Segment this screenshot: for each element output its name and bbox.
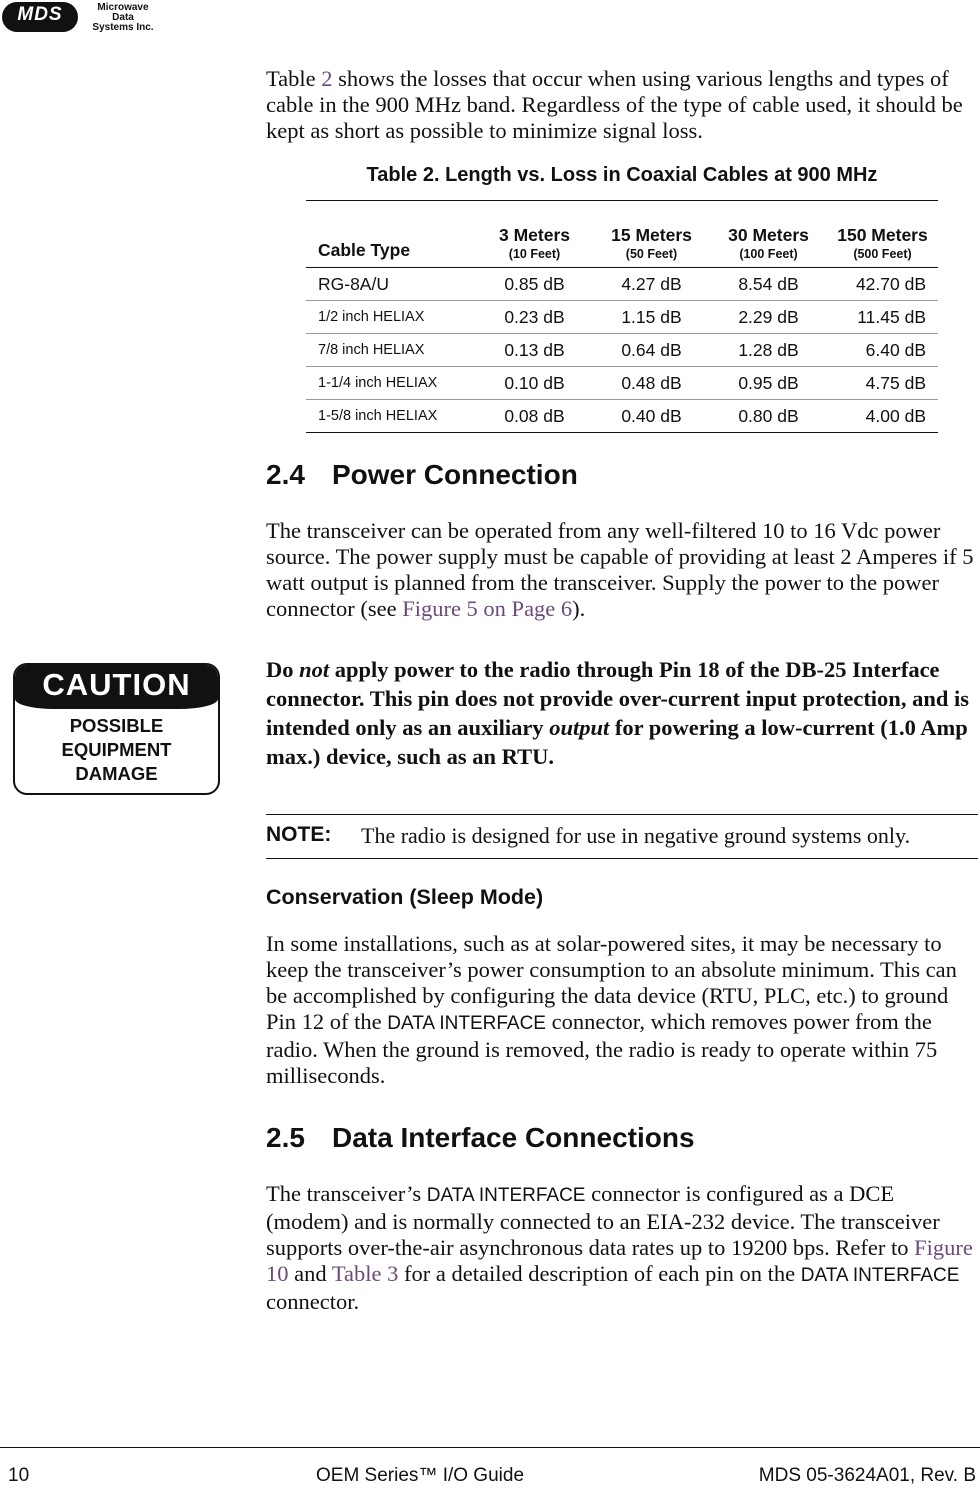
note-label: NOTE: [266, 823, 332, 846]
logo-mark [2, 2, 78, 32]
table-row [306, 301, 938, 334]
table-cell: 6.40 dB [827, 334, 938, 367]
caution-title: CAUTION [42, 667, 191, 702]
section-2-5-heading [266, 1122, 695, 1154]
note-rule-bottom [266, 858, 978, 859]
caution-line-1: POSSIBLE [69, 715, 164, 736]
caution-banner [15, 665, 218, 709]
logo-wordmark [82, 3, 164, 33]
footer-rule [0, 1447, 980, 1448]
table-cell: 4.27 dB [593, 268, 710, 301]
cable-loss-table [306, 200, 938, 433]
table-cell: 0.13 dB [476, 334, 593, 367]
table-cell: 0.48 dB [593, 367, 710, 400]
caution-line-3: DAMAGE [75, 763, 158, 784]
section-number: 2.4 [266, 459, 305, 490]
intro-text: shows the losses that occur when using various lengths and types of cable in the 900 MHz band. Regardless of the type of cable used, it should be kept as short as possible to minimize signal loss. [266, 66, 963, 143]
table-cell: 4.00 dB [827, 400, 938, 433]
intro-paragraph [266, 66, 978, 144]
caution-subtext [15, 714, 218, 786]
header-30-meters: 30 Meters (100 Feet) [728, 225, 809, 261]
table-cell: 0.23 dB [476, 301, 593, 334]
section-title: Power Connection [332, 459, 578, 490]
header-cable-type: Cable Type [318, 240, 411, 260]
data-interface-label: DATA INTERFACE [800, 1265, 960, 1286]
conservation-paragraph: In some installations, such as at solar-powered sites, it may be necessary to keep the transceiver’s power consumption to an absolute minimum. This can be accomplished by configuring the data device (RTU, PLC, etc.) to ground Pin 12 of the DATA INTERFACE connector, which removes power from the radio. When the ground is removed, the radio is ready to operate within 75 milliseconds. [266, 931, 957, 1088]
figure-10-link[interactable]: Figure 10 [266, 1235, 973, 1286]
section-number: 2.5 [266, 1122, 305, 1153]
table-2-link[interactable]: 2 [321, 66, 333, 91]
data-interface-paragraph: The transceiver’s DATA INTERFACE connector is configured as a DCE (modem) and is normally connected to an EIA-232 device. The transceiver supports over-the-air asynchronous data rates up to 19200 bps. Refer to Figure 10 and Table 3 for a detailed description of each pin on the DATA INTERFACE connector. [266, 1181, 973, 1314]
table-cell: 0.85 dB [476, 268, 593, 301]
table-cell: 42.70 dB [827, 268, 938, 301]
figure-5-link[interactable]: Figure 5 on Page 6 [402, 596, 573, 621]
table-row [306, 334, 938, 367]
table-cell: 11.45 dB [827, 301, 938, 334]
caution-paragraph: Do not apply power to the radio through Pin 18 of the DB-25 Interface connector. This pin does not provide over-current input protection, and is intended only as an auxiliary output for powering a low-current (1.0 Amp max.) device, such as an RTU. [266, 657, 969, 769]
conservation-heading: Conservation (Sleep Mode) [266, 885, 544, 909]
data-interface-label: DATA INTERFACE [387, 1013, 546, 1034]
table-row [306, 367, 938, 400]
table-cell: 0.10 dB [476, 367, 593, 400]
cell-cable-type: 1-1/4 inch HELIAX [306, 367, 476, 400]
power-paragraph [266, 518, 978, 622]
power-text-end: ). [572, 596, 586, 621]
table-cell: 4.75 dB [827, 367, 938, 400]
note-rule-top [266, 814, 978, 815]
table-cell: 0.64 dB [593, 334, 710, 367]
section-2-4-heading [266, 459, 578, 491]
note-text: The radio is designed for use in negative ground systems only. [361, 823, 911, 848]
mds-logo [2, 2, 172, 38]
cell-cable-type: RG-8A/U [306, 268, 476, 301]
section-title: Data Interface Connections [332, 1122, 695, 1153]
page-number: 10 [8, 1465, 30, 1486]
intro-prefix: Table [266, 66, 322, 91]
header-3-meters: 3 Meters (10 Feet) [498, 225, 570, 261]
table-cell: 0.80 dB [710, 400, 827, 433]
logo-line-3: Systems Inc. [92, 22, 154, 33]
table-cell: 0.40 dB [593, 400, 710, 433]
table-row [306, 268, 938, 301]
table-cell: 1.15 dB [593, 301, 710, 334]
cell-cable-type: 7/8 inch HELIAX [306, 334, 476, 367]
cell-cable-type: 1/2 inch HELIAX [306, 301, 476, 334]
table-header-row [306, 201, 938, 268]
caution-badge [13, 663, 220, 795]
table-row [306, 400, 938, 433]
emphasis-not: not [299, 657, 330, 682]
table-3-link[interactable]: Table 3 [331, 1261, 399, 1286]
caution-line-2: EQUIPMENT [61, 739, 172, 760]
logo-line-1: Microwave [97, 2, 149, 13]
data-interface-label: DATA INTERFACE [426, 1185, 586, 1206]
logo-mark-text: MDS [17, 4, 63, 25]
power-text: The transceiver can be operated from any well-filtered 10 to 16 Vdc power source. The power supply must be capable of providing at least 2 Amperes if 5 watt output is planned from the transceiver. Supply the power to the power connector (see [266, 518, 974, 621]
guide-title: OEM Series™ I/O Guide [316, 1465, 525, 1486]
header-150-meters: 150 Meters (500 Feet) [837, 225, 928, 261]
logo-line-2: Data [112, 12, 134, 23]
table-caption: Table 2. Length vs. Loss in Coaxial Cables at 900 MHz [366, 164, 878, 186]
cell-cable-type: 1-5/8 inch HELIAX [306, 400, 476, 433]
table-cell: 8.54 dB [710, 268, 827, 301]
header-15-meters: 15 Meters (50 Feet) [611, 225, 692, 261]
table-cell: 0.08 dB [476, 400, 593, 433]
document-number: MDS 05-3624A01, Rev. B [758, 1465, 976, 1486]
table-cell: 2.29 dB [710, 301, 827, 334]
emphasis-output: output [549, 715, 610, 740]
table-cell: 0.95 dB [710, 367, 827, 400]
table-cell: 1.28 dB [710, 334, 827, 367]
